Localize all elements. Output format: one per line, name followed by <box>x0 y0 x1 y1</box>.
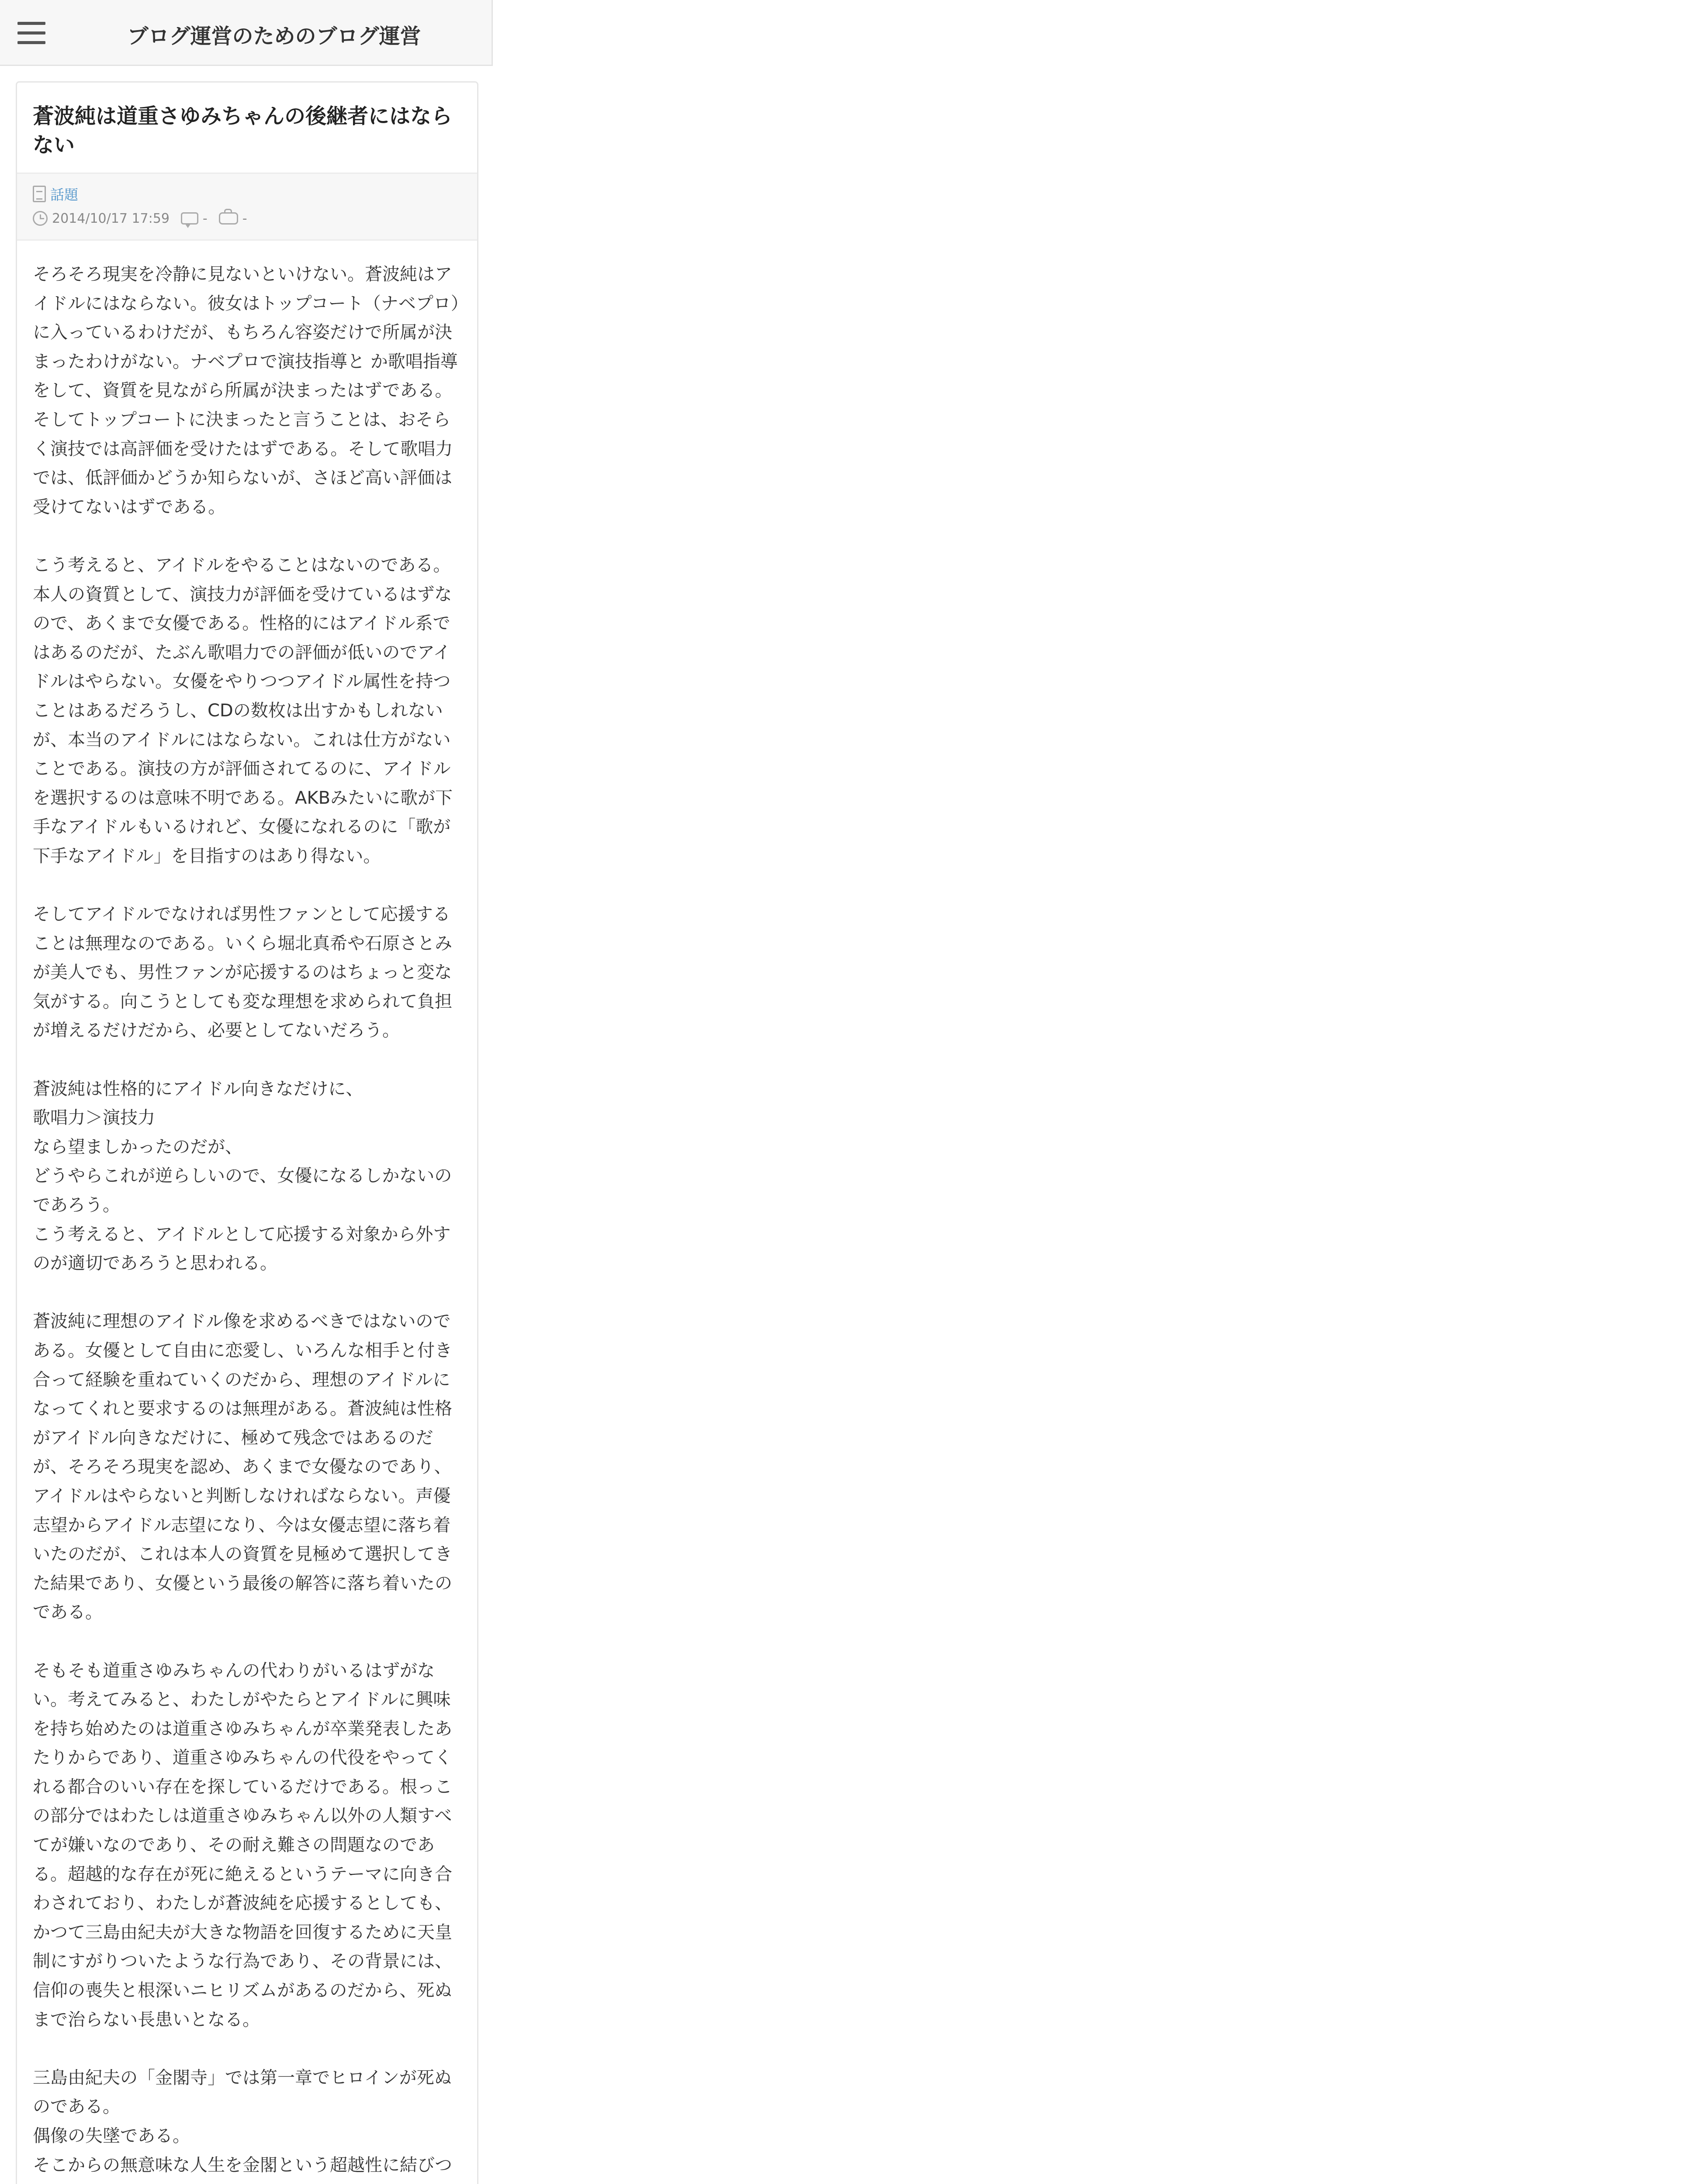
article-body <box>17 241 477 2184</box>
article-paragraph: 三島由紀夫の「金閣寺」では第一章でヒロインが死ぬのである。 偶像の失墜である。 そこからの無意味な人生を金閣という超越性に結びつ <box>33 2067 452 2175</box>
article-header <box>17 83 477 173</box>
article-paragraph: そもそも道重さゆみちゃんの代わりがいるはずがない。考えてみると、わたしがやたらとアイドルに興味を持ち始めたのは道重さゆみちゃんが卒業発表したあたりからであり、道重さゆみちゃんの代役をやってくれる都合のいい存在を探しているだけである。根っこの部分ではわたしは道重さゆみちゃん以外の人類すべてが嫌いなのであり、その耐え難さの問題なのである。超越的な存在が死に絶えるというテーマに向き合わされており、わたしが蒼波純を応援するとしても、かつて三島由紀夫が大きな物語を回復するために天皇制にすがりついたような行為であり、その背景には、信仰の喪失と根深いニヒリズムがあるのだから、死ぬまで治らない長患いとなる。 <box>33 1660 452 2030</box>
article-paragraph: そしてアイドルでなければ男性ファンとして応援することは無理なのである。いくら堀北真希や石原さとみが美人でも、男性ファンが応援するのはちょっと変な気がする。向こうとしても変な理想を求められて負担が増えるだけだから、必要としてないだろう。 <box>33 904 452 1041</box>
article-paragraph: こう考えると、アイドルをやることはないのである。本人の資質として、演技力が評価を受けているはずなので、あくまで女優である。性格的にはアイドル系ではあるのだが、たぶん歌唱力での評価が低いのでアイドルはやらない。女優をやりつつアイドル属性を持つことはあるだろうし、CDの数枚は出すかもしれないが、本当のアイドルにはならない。これは仕方がないことである。演技の方が評価されてるのに、アイドルを選択するのは意味不明である。AKBみたいに歌が下手なアイドルもいるけれど、女優になれるのに「歌が下手なアイドル」を目指すのはあり得ない。 <box>33 555 453 866</box>
category-line <box>33 182 461 206</box>
trackback-count[interactable]: - <box>242 211 247 226</box>
site-title[interactable]: ブログ運営のためのブログ運営 <box>127 24 421 48</box>
category-link[interactable]: 話題 <box>50 187 79 203</box>
article-paragraph: 蒼波純に理想のアイドル像を求めるべきではないのである。女優として自由に恋愛し、いろんな相手と付き合って経験を重ねていくのだから、理想のアイドルになってくれと要求するのは無理がある。蒼波純は性格がアイドル向きなだけに、極めて残念ではあるのだが、そろそろ現実を認め、あくまで女優なのであり、アイドルはやらないと判断しなければならない。声優志望からアイドル志望になり、今は女優志望に落ち着いたのだが、これは本人の資質を見極めて選択してきた結果であり、女優という最後の解答に落ち着いたのである。 <box>33 1311 452 1623</box>
top-header-bar <box>0 0 493 66</box>
clock-icon <box>33 211 48 226</box>
comment-bubble-icon[interactable] <box>181 212 198 225</box>
trackback-icon[interactable] <box>219 212 238 225</box>
article-paragraph: 蒼波純は性格的にアイドル向きなだけに、 歌唱力＞演技力 なら望ましかったのだが、 どうやらこれが逆らしいので、女優になるしかないのであろう。 こう考えると、アイドルとして応援する対象から外すのが適切であろうと思われる。 <box>33 1078 452 1274</box>
article-paragraph: そろそろ現実を冷静に見ないといけない。蒼波純はアイドルにはならない。彼女はトップコート（ナベプロ）に入っているわけだが、もちろん容姿だけで所属が決まったわけがない。ナベプロで演技指導と か歌唱指導をして、資質を見ながら所属が決まったはずである。そしてトップコートに決まったと言うことは、おそらく演技では高評価を受けたはずである。そして歌唱力では、低評価かどうか知らないが、さほど高い評価は受けてないはずである。 <box>33 264 460 517</box>
document-icon <box>33 186 46 202</box>
hamburger-menu-icon[interactable] <box>17 22 45 45</box>
date-comment-line <box>33 206 461 231</box>
post-date: 2014/10/17 17:59 <box>52 211 170 226</box>
article-meta <box>17 173 477 241</box>
comment-count[interactable]: - <box>202 211 208 226</box>
article-title[interactable]: 蒼波純は道重さゆみちゃんの後継者にはならない <box>33 104 453 157</box>
article-card <box>16 81 478 2184</box>
